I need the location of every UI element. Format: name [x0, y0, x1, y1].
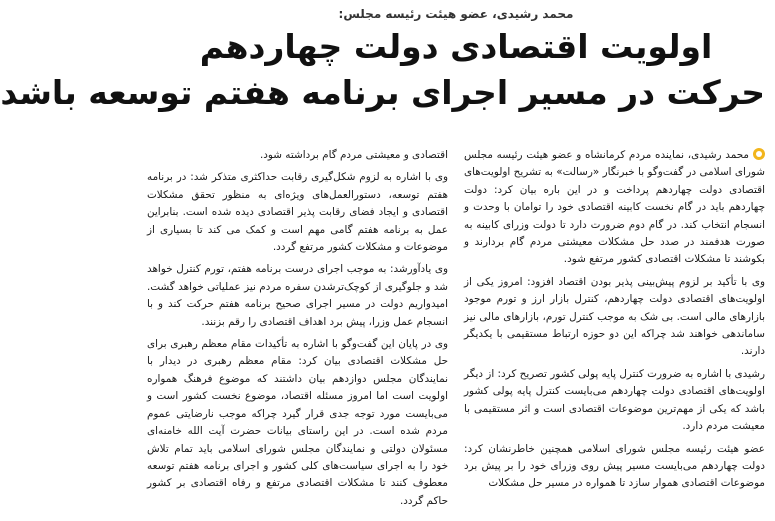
headline-line-2: حرکت در مسیر اجرای برنامه هفتم توسعه باشد	[0, 73, 765, 112]
paragraph: اقتصادی و معیشتی مردم گام برداشته شود.	[259, 149, 448, 161]
paragraph: وی در پایان این گفت‌وگو با اشاره به تأکیدات مقام معظم رهبری برای حل مشکلات اقتصادی بیان کرد: مقام معظم رهبری در دیدار با نمایندگان مجلس دوازدهم بیان داشتند که موضوع فرهنگ همواره اولویت است اما امروز مسئله اقتصاد، موضوع نخست کشور است و می‌بایست مورد توجه جدی قرار گیرد چراکه موجب نارضایتی عموم مردم شده است. در این راستای بیانات حضرت آیت الله خامنه‌ای مسئولان دولتی و نمایندگان مجلس شورای اسلامی باید تمام تلاش خود را به اجرای سیاست‌های کلی کشور و اجرای برنامه هفتم توسعه معطوف کنند تا مشکلات اقتصادی مرتفع و رفاه اقتصادی بر کشور حاکم گردد.	[147, 338, 448, 507]
column-left	[147, 147, 448, 519]
paragraph: وی با تأکید بر لزوم پیش‌بینی پذیر بودن اقتصاد افزود: امروز یکی از اولویت‌های اقتصادی دولت چهاردهم، کنترل بازار ارز و تورم موجود بازارهای مالی است. بی شک به موجب کنترل تورم، بازارهای مالی نیز ساماندهی خواهند شد چراکه این دو حوزه ارتباط مستقیمی با یکدیگر دارند.	[464, 275, 765, 358]
column-right	[464, 147, 765, 519]
news-article	[0, 4, 775, 521]
headline-line-1: اولویت اقتصادی دولت چهاردهم	[199, 27, 713, 66]
paragraph: وی یادآورشد: به موجب اجرای درست برنامه هفتم، تورم کنترل خواهد شد و جلوگیری از کوچک‌ترشدن سفره مردم نیز عملیاتی خواهد گشت. امیدواریم دولت در مسیر اجرای صحیح برنامه هفتم حرکت کند و با انسجام عمل وزرا، پیش برد اهداف اقتصادی را رقم بزنند.	[147, 263, 448, 328]
bullet-icon	[753, 148, 765, 160]
paragraph: رشیدی با اشاره به ضرورت کنترل پایه پولی کشور تصریح کرد: از دیگر اولویت‌های اقتصادی دولت چهاردهم می‌بایست کنترل پایه پولی کشور باشد که یکی از مهم‌ترین موضوعات اقتصادی است و اثر مستقیمی با معیشت مردم دارد.	[464, 367, 765, 433]
paragraph: محمد رشیدی، نماینده مردم کرمانشاه و عضو هیئت رئیسه مجلس شورای اسلامی در گفت‌وگو با خبرنگار «رسالت» به تشریح اولویت‌های اقتصادی دولت چهاردهم پرداخت و در این باره بیان کرد: دولت چهاردهم باید در گام نخست کابینه اقتصادی خود را توامان با وحدت و انسجام انتخاب کند. در گام دوم ضرورت دارد تا دولت وزرای کابینه به صورت هدفمند در صدد حل مشکلات معیشتی مردم گام بردارند و بکوشند تا مشکلات اقتصادی کشور مرتفع شود.	[464, 149, 765, 266]
paragraph: عضو هیئت رئیسه مجلس شورای اسلامی همچنین خاطرنشان کرد: دولت چهاردهم می‌بایست مسیر پیش روی وزرای خود را بر پیش برد موضوعات اقتصادی هموار سازد تا همواره در مسیر حل مشکلات	[464, 442, 765, 490]
paragraph: وی با اشاره به لزوم شکل‌گیری رقابت حداکثری متذکر شد: در برنامه هفتم توسعه، دستورالعمل‌های ویژه‌ای به منظور تحقق مشکلات اقتصادی و ایجاد فضای رقابت پذیر اقتصادی دیده شده است. بنابراین عمل به برنامه هفتم گامی مهم است و کمک می کند تا بسیاری از موضوعات و مشکلات کشور مرتفع گردد.	[147, 171, 448, 254]
article-body	[147, 147, 765, 519]
article-kicker: محمد رشیدی، عضو هیئت رئیسه مجلس:	[338, 7, 574, 21]
